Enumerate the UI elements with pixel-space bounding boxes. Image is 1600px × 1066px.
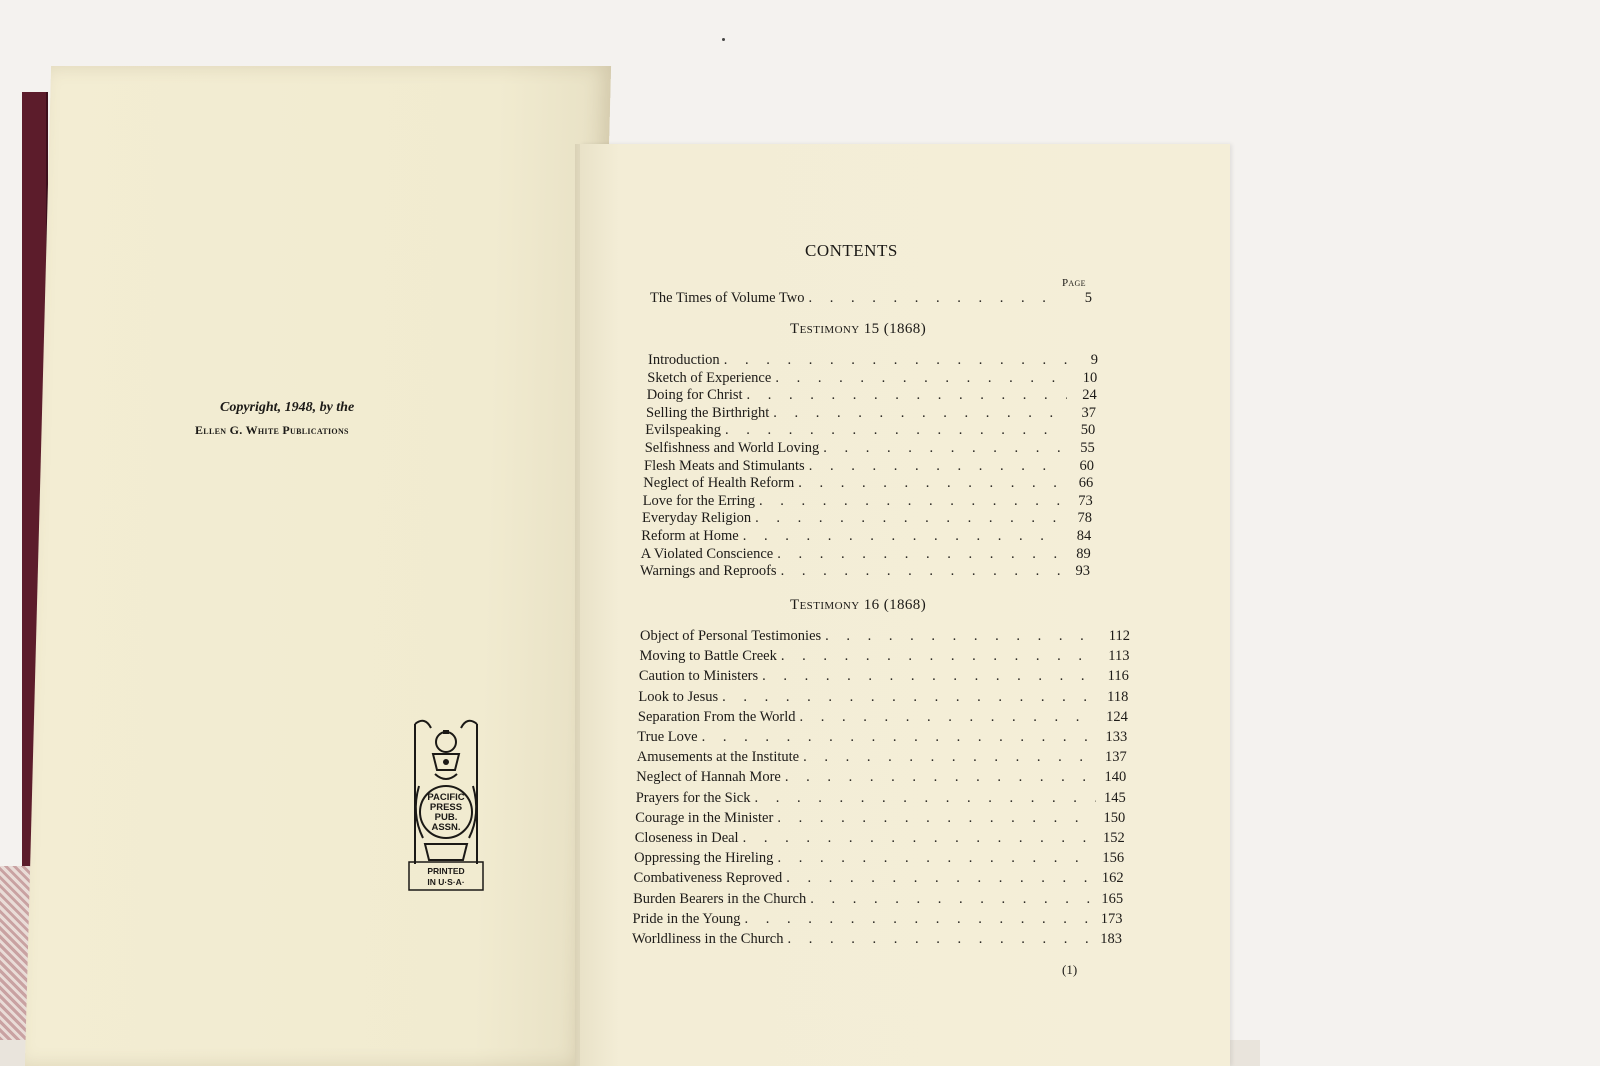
- toc-entry-title: Love for the Erring: [642, 492, 756, 509]
- leader-dots: [773, 405, 1066, 422]
- show-through-text: [178, 194, 193, 236]
- toc-row: [633, 911, 1123, 930]
- toc-row: [638, 689, 1128, 708]
- toc-row: [634, 850, 1124, 869]
- leader-dots: [777, 546, 1060, 563]
- toc-entry-page: 50: [1080, 422, 1096, 439]
- toc-entry-page: 118: [1107, 688, 1129, 705]
- toc-row: [645, 422, 1095, 441]
- toc-entry-page: 84: [1076, 528, 1092, 544]
- toc-entry-title: Everyday Religion: [642, 510, 752, 527]
- toc-entry-title: Moving to Battle Creek: [639, 648, 777, 665]
- toc-entry-title: Evilspeaking: [645, 422, 722, 439]
- leader-dots: [823, 440, 1064, 457]
- logo-text-line: PRESS: [429, 802, 463, 813]
- toc-row: [650, 290, 1092, 309]
- publisher-name: Ellen G. White Publications: [195, 423, 349, 437]
- logo-text-line: ASSN.: [431, 822, 461, 833]
- toc-entry-page: 124: [1106, 708, 1128, 725]
- leader-dots: [777, 810, 1095, 827]
- leader-dots: [786, 870, 1093, 887]
- toc-entry-title: Burden Bearers in the Church: [633, 890, 807, 907]
- toc-entry-page: 116: [1107, 668, 1129, 685]
- toc-entry-page: 150: [1103, 809, 1126, 826]
- leader-dots: [798, 475, 1063, 492]
- toc-row: [646, 405, 1096, 424]
- leader-dots: [825, 628, 1100, 645]
- toc-entry-page: 60: [1079, 457, 1094, 474]
- toc-entry-page: 113: [1108, 648, 1130, 665]
- logo-text-line: PACIFIC: [427, 792, 465, 803]
- toc-row: [637, 729, 1127, 748]
- leader-dots: [754, 790, 1095, 807]
- toc-row: [642, 510, 1092, 529]
- leader-dots: [755, 510, 1062, 527]
- toc-entry-page: 78: [1077, 510, 1092, 527]
- toc-entry-title: Caution to Ministers: [638, 668, 759, 685]
- toc-row: [634, 870, 1124, 889]
- toc-entry-page: 112: [1108, 628, 1130, 644]
- page-folio: (1): [1062, 962, 1078, 977]
- section-heading: Testimony 16 (1868): [790, 597, 927, 613]
- section-heading: Testimony 15 (1868): [790, 321, 927, 337]
- toc-entry-title: Introduction: [648, 352, 720, 368]
- leader-dots: [743, 528, 1062, 545]
- leader-dots: [810, 891, 1093, 908]
- toc-entry-title: Neglect of Health Reform: [643, 475, 795, 492]
- leader-dots: [702, 729, 1098, 746]
- toc-row: [640, 648, 1130, 667]
- toc-entry-page: 37: [1081, 404, 1096, 421]
- toc-entry-page: 66: [1078, 475, 1094, 492]
- leader-dots: [725, 422, 1065, 439]
- toc-entry-page: 140: [1104, 769, 1127, 786]
- toc-entry-page: 165: [1101, 890, 1124, 907]
- leader-dots: [762, 668, 1099, 685]
- leader-dots: [809, 458, 1064, 475]
- toc-entry-page: 55: [1080, 440, 1095, 456]
- leader-dots: [800, 709, 1098, 726]
- toc-row: [639, 668, 1129, 687]
- printed-text: PRINTED: [427, 866, 465, 876]
- toc-entry-title: Warnings and Reproofs: [640, 563, 777, 580]
- toc-entry-title: Look to Jesus: [638, 688, 719, 705]
- toc-entry-title: Selling the Birthright: [646, 404, 770, 421]
- toc-entry-page: 5: [1084, 290, 1092, 306]
- leader-dots: [747, 387, 1067, 404]
- contents-title: CONTENTS: [805, 241, 898, 260]
- toc-entry-page: 24: [1082, 387, 1097, 404]
- toc-entry-page: 145: [1103, 789, 1126, 806]
- dust-speck: [722, 38, 725, 41]
- toc-row: [635, 830, 1125, 849]
- pacific-press-emblem-icon: [405, 714, 487, 892]
- toc-entry-title: Flesh Meats and Stimulants: [644, 457, 805, 474]
- toc-entry-page: 10: [1082, 369, 1098, 386]
- leader-dots: [787, 931, 1092, 948]
- toc-entry-title: Separation From the World: [637, 708, 796, 725]
- toc-row: [647, 370, 1097, 389]
- toc-entry-title: Sketch of Experience: [647, 369, 772, 386]
- toc-entry-page: 93: [1075, 563, 1090, 580]
- toc-entry-title: Combativeness Reproved: [633, 870, 783, 887]
- toc-entry-title: A Violated Conscience: [640, 545, 774, 562]
- leader-dots: [722, 689, 1098, 706]
- leader-dots: [781, 563, 1060, 580]
- leader-dots: [785, 769, 1096, 786]
- toc-row: [632, 931, 1122, 950]
- toc-entry-title: Courage in the Minister: [635, 809, 774, 826]
- toc-entry-page: 183: [1100, 931, 1122, 947]
- toc-entry-title: Worldliness in the Church: [632, 931, 784, 947]
- toc-row: [636, 769, 1126, 788]
- leader-dots: [777, 850, 1094, 867]
- toc-row: [633, 891, 1123, 910]
- toc-row: [640, 563, 1090, 582]
- toc-row: [648, 352, 1098, 371]
- leader-dots: [803, 749, 1097, 766]
- toc-entry-title: Object of Personal Testimonies: [640, 628, 822, 644]
- toc-row: [635, 810, 1125, 829]
- toc-row: [644, 458, 1094, 477]
- toc-entry-title: The Times of Volume Two: [650, 290, 805, 306]
- toc-entry-title: True Love: [637, 729, 698, 745]
- toc-entry-title: Selfishness and World Loving: [644, 440, 820, 456]
- page-column-label: Page: [1062, 277, 1086, 289]
- toc-entry-page: 9: [1090, 352, 1098, 368]
- toc-entry-title: Amusements at the Institute: [636, 749, 800, 766]
- toc-row: [643, 493, 1093, 512]
- toc-entry-title: Doing for Christ: [646, 387, 743, 404]
- leader-dots: [775, 370, 1067, 387]
- toc-row: [636, 790, 1126, 809]
- leader-dots: [743, 830, 1095, 847]
- toc-entry-title: Reform at Home: [641, 528, 739, 544]
- toc-row: [643, 475, 1093, 494]
- toc-entry-page: 73: [1078, 492, 1093, 509]
- toc-entry-page: 137: [1105, 749, 1127, 766]
- toc-row: [641, 546, 1091, 565]
- printed-text: IN U·S·A·: [427, 877, 465, 887]
- toc-entry-page: 89: [1076, 545, 1091, 562]
- toc-entry-page: 133: [1105, 729, 1128, 745]
- copyright-notice: Copyright, 1948, by the: [220, 400, 355, 415]
- leader-dots: [724, 352, 1068, 369]
- toc-entry-page: 156: [1102, 850, 1125, 867]
- toc-row: [637, 749, 1127, 768]
- toc-row: [640, 628, 1130, 647]
- toc-row: [645, 440, 1095, 459]
- toc-entry-page: 162: [1101, 870, 1124, 887]
- toc-entry-title: Neglect of Hannah More: [636, 769, 781, 786]
- toc-row: [641, 528, 1091, 547]
- toc-entry-title: Pride in the Young: [632, 910, 741, 927]
- toc-entry-title: Oppressing the Hireling: [634, 850, 774, 867]
- left-page: [25, 66, 611, 1066]
- logo-text-line: PUB.: [434, 812, 458, 823]
- leader-dots: [759, 493, 1063, 510]
- toc-entry-title: Closeness in Deal: [634, 830, 739, 846]
- toc-entry-page: 173: [1100, 910, 1123, 927]
- leader-dots: [808, 290, 1062, 307]
- toc-row: [647, 387, 1097, 406]
- toc-row: [638, 709, 1128, 728]
- leader-dots: [781, 648, 1100, 665]
- toc-entry-page: 152: [1102, 830, 1125, 846]
- toc-entry-title: Prayers for the Sick: [635, 789, 751, 806]
- leader-dots: [744, 911, 1092, 928]
